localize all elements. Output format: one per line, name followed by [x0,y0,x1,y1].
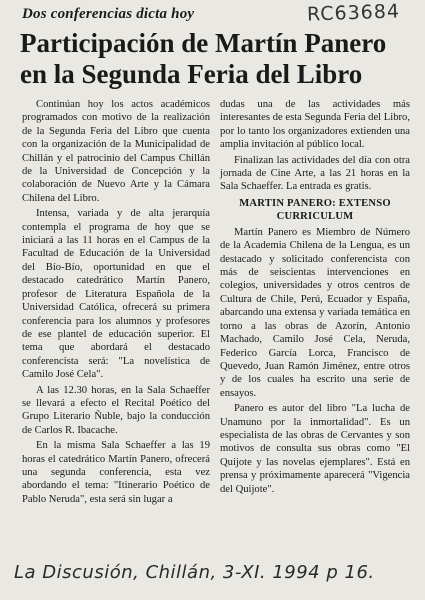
headline-line-1: Participación de Martín Panero [20,28,387,58]
paragraph: En la misma Sala Schaeffer a las 19 horas el catedrático Martín Panero, ofrecerá una segunda conferencia, esta vez abordando el tema: "Itinerario Poético de Pablo Neruda", esta será sin lugar a [22,440,210,505]
article-headline [20,28,415,90]
catalog-number-handwritten: RC63684 [306,0,401,26]
article-kicker: Dos conferencias dicta hoy [22,6,195,22]
right-column [220,98,410,498]
paragraph: Panero es autor del libro "La lucha de Unamuno por la inmortalidad". Es un especialista de las obras de Cervantes y son motivos de consulta sus obras como "El Quijote y las novelas ejemplares". Está en prensa y próximamente aparecerá "Vigencia del Quijote". [220,403,410,495]
source-note-handwritten: La Discusión, Chillán, 3-XI. 1994 p 16. [14,562,375,583]
paragraph: dudas una de las actividades más interesantes de esta Segunda Feria del Libro, por lo tanto los organizadores extienden una amplia invitación al público local. [220,99,410,151]
paragraph: Martín Panero es Miembro de Número de la Academia Chilena de la Lengua, es un destacado y solicitado conferencista con más de seiscientas intervenciones en colegios, universidades y otros centros de Cultura de Chile, Perú, Ecuador y España, abarcando una extensa y variada temática en torno a las obras de Azorín, Antonio Machado, Camilo José Cela, Neruda, Federico García Lorca, Francisco de Quevedo, Juan Ramón Jiménez, entre otros y de los cuales ha escrito una serie de ensayos. [220,226,410,399]
subheading-line-1: MARTIN PANERO: EXTENSO [239,197,391,209]
paragraph: Intensa, variada y de alta jerarquía contempla el programa de hoy que se iniciará a las 11 horas en el Campus de la Facultad de Educación de la Universidad del Bío-Bío, oportunidad en que el destacado catedrático Martín Panero, profesor de Literatura Española de la Universidad Católica, ofrecerá su primera conferencia para los alumnos y profesores de ese plantel de educación superior. El tema que abordará el destacado conferencista será: "La novelística de Camilo José Cela". [22,208,210,381]
paragraph: Continúan hoy los actos académicos programados con motivo de la realización de la Segunda Feria del Libro que cuenta con la organización de la Municipalidad de Chillán y el patrocinio del Campus Chillán de la Universidad de Concepción y la colaboración de Nuevo Arte y la Cámara Chilena del Libro. [22,99,210,204]
left-column [22,98,210,508]
paragraph: A las 12.30 horas, en la Sala Schaeffer se llevará a efecto el Recital Poético del Grupo Literario Ñuble, bajo la conducción de Carlos R. Ibacache. [22,384,210,436]
paragraph: Finalizan las actividades del día con otra jornada de Cine Arte, a las 21 horas en la Sala Schaeffer. La entrada es gratis. [220,154,410,193]
subheading-line-2: CURRICULUM [276,210,354,222]
section-subheading [220,197,410,223]
headline-line-2: en la Segunda Feria del Libro [20,59,363,89]
